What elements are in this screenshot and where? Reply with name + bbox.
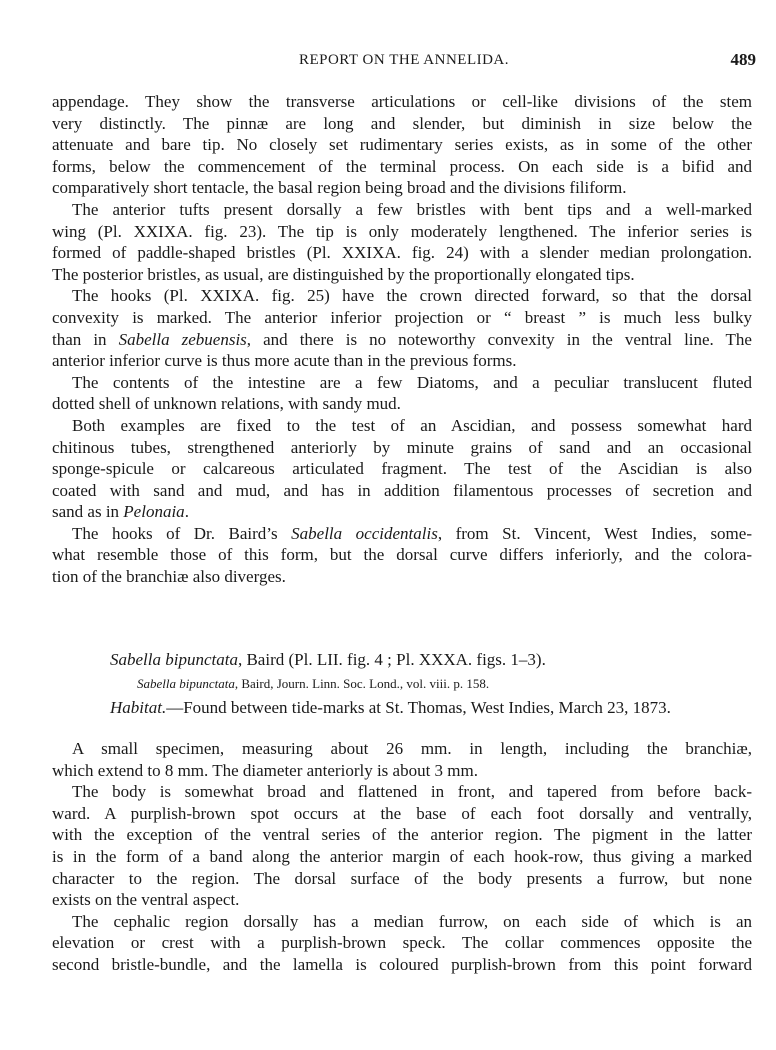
text-line xyxy=(52,156,752,178)
text-run: —Found between tide-marks at St. Thomas, West Indies, March 23, 1873. xyxy=(166,698,671,717)
paragraph xyxy=(52,523,752,588)
text-run: anterior inferior curve is thus more acute than in the previous forms. xyxy=(52,351,517,371)
italic-text: Sabella bipunctata xyxy=(137,676,235,691)
text-run: , and there is no noteworthy convexity in the ventral line. The xyxy=(246,329,752,349)
text-run: tion of the branchiæ also diverges. xyxy=(52,567,286,587)
text-line xyxy=(52,307,752,329)
text-line xyxy=(52,350,752,372)
text-run: The anterior tufts present dorsally a few bristles with bent tips and a well-marked xyxy=(72,199,752,219)
paragraph xyxy=(52,372,752,415)
text-run: than in xyxy=(52,329,119,349)
text-run: exists on the ventral aspect. xyxy=(52,890,240,910)
text-run: ward. A purplish-brown spot occurs at the base of each foot dorsally and ventrally, xyxy=(52,803,752,823)
text-line xyxy=(52,954,752,976)
text-run: which extend to 8 mm. The diameter anteriorly is about 3 mm. xyxy=(52,760,479,780)
italic-text: Sabella zebuensis xyxy=(118,329,247,349)
text-line xyxy=(52,781,752,803)
text-line xyxy=(52,285,752,307)
paragraph xyxy=(52,738,752,781)
text-line xyxy=(52,177,752,199)
text-run: coated with sand and mud, and has in addition filamentous processes of secretion and xyxy=(52,480,752,500)
italic-text: Sabella bipunctata xyxy=(110,650,238,669)
italic-text: Sabella occidentalis xyxy=(291,523,438,543)
text-line xyxy=(52,544,752,566)
text-line xyxy=(52,458,752,480)
text-line xyxy=(52,113,752,135)
text-run: comparatively short tentacle, the basal region being broad and the divisions filiform. xyxy=(52,178,627,198)
text-line xyxy=(52,738,752,760)
text-run: formed of paddle-shaped bristles (Pl. XXIXA. fig. 24) with a slender median prolongation. xyxy=(52,243,752,263)
text-run: sand as in xyxy=(52,502,124,522)
text-run: Both examples are fixed to the test of an Ascidian, and possess somewhat hard xyxy=(72,415,752,435)
text-line xyxy=(52,480,752,502)
paragraph xyxy=(52,415,752,523)
paragraph xyxy=(52,199,752,285)
italic-text: Pelonaia xyxy=(123,502,185,522)
running-title: REPORT ON THE ANNELIDA. xyxy=(298,52,510,68)
text-line xyxy=(52,221,752,243)
running-header xyxy=(52,50,756,74)
text-line xyxy=(52,911,752,933)
text-run: sponge-spicule or calcareous articulated fragment. The test of the Ascidian is also xyxy=(52,459,752,479)
text-run: attenuate and bare tip. No closely set rudimentary series exists, as in some of the other xyxy=(52,135,752,155)
text-line xyxy=(52,91,752,113)
italic-text: Habitat. xyxy=(110,698,167,717)
text-run: second bristle-bundle, and the lamella is coloured purplish-brown from this point forward xyxy=(52,954,752,974)
text-run: appendage. They show the transverse articulations or cell-like divisions of the stem xyxy=(52,92,752,111)
paragraph xyxy=(52,91,752,199)
text-run: The hooks (Pl. XXIXA. fig. 25) have the crown directed forward, so that the dorsal xyxy=(72,286,752,306)
species-entry xyxy=(52,648,752,722)
text-line xyxy=(52,199,752,221)
text-line xyxy=(52,932,752,954)
text-line xyxy=(52,566,752,588)
text-run: very distinctly. The pinnæ are long and slender, but diminish in size below the xyxy=(52,113,752,133)
text-run: with the exception of the ventral series of the anterior region. The pigment in the latter xyxy=(52,825,752,845)
text-line xyxy=(52,760,752,782)
paragraph xyxy=(52,285,752,371)
text-run: is in the form of a band along the anterior margin of each hook-row, thus giving a marked xyxy=(52,846,752,866)
text-line xyxy=(52,889,752,911)
text-run: A small specimen, measuring about 26 mm. in length, including the branchiæ, xyxy=(72,739,752,758)
text-line xyxy=(52,803,752,825)
text-run: chitinous tubes, strengthened anteriorly by minute grains of sand and an occasional xyxy=(52,437,752,457)
text-line xyxy=(52,868,752,890)
text-run: The cephalic region dorsally has a median furrow, on each side of which is an xyxy=(72,911,752,931)
text-line xyxy=(52,415,752,437)
text-line xyxy=(52,264,752,286)
paragraph xyxy=(52,781,752,911)
text-line xyxy=(52,501,752,523)
body-text-bottom xyxy=(52,738,752,976)
text-run: , Baird (Pl. LII. fig. 4 ; Pl. XXXA. figs. 1–3). xyxy=(237,650,546,669)
text-run: , Baird, Journ. Linn. Soc. Lond., vol. viii. p. 158. xyxy=(234,676,490,691)
text-line xyxy=(52,329,752,351)
text-line xyxy=(52,134,752,156)
text-run: wing (Pl. XXIXA. fig. 23). The tip is only moderately lengthened. The inferior series is xyxy=(52,221,752,241)
text-run: The contents of the intestine are a few Diatoms, and a peculiar translucent fluted xyxy=(72,372,752,392)
text-run: what resemble those of this form, but the dorsal curve differs inferiorly, and the colora- xyxy=(52,545,752,565)
text-line xyxy=(52,846,752,868)
text-run: , from St. Vincent, West Indies, some- xyxy=(437,523,752,543)
text-run: The posterior bristles, as usual, are distinguished by the proportionally elongated tips. xyxy=(52,264,635,284)
species-habitat xyxy=(52,696,752,722)
text-run: forms, below the commencement of the terminal process. On each side is a bifid and xyxy=(52,156,752,176)
text-line xyxy=(52,393,752,415)
text-run: character to the region. The dorsal surface of the body presents a furrow, but none xyxy=(52,868,752,888)
text-line xyxy=(52,242,752,264)
species-heading xyxy=(52,648,752,672)
page-number: 489 xyxy=(730,50,756,69)
paragraph xyxy=(52,911,752,976)
body-text-top xyxy=(52,91,752,588)
text-run: elevation or crest with a purplish-brown speck. The collar commences opposite the xyxy=(52,933,752,953)
text-run: dotted shell of unknown relations, with sandy mud. xyxy=(52,394,401,414)
species-citation xyxy=(52,672,752,696)
text-run: . xyxy=(184,502,189,522)
text-run: The hooks of Dr. Baird’s xyxy=(72,523,292,543)
text-line xyxy=(52,523,752,545)
text-line xyxy=(52,824,752,846)
text-line xyxy=(52,437,752,459)
text-run: convexity is marked. The anterior inferior projection or “ breast ” is much less bulky xyxy=(52,307,752,327)
text-run: The body is somewhat broad and flattened in front, and tapered from before back- xyxy=(72,782,752,802)
text-line xyxy=(52,372,752,394)
